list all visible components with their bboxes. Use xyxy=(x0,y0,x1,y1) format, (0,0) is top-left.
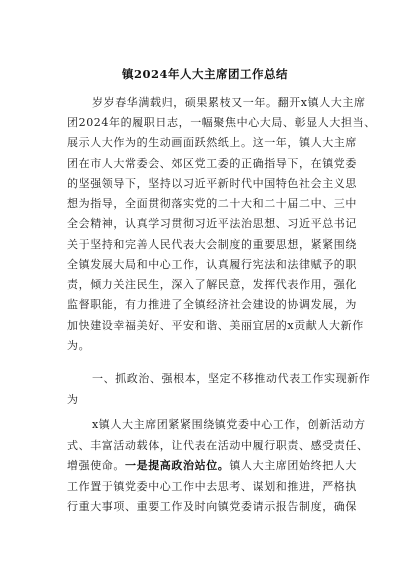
paragraph-2-line-10: 为。 xyxy=(67,339,91,352)
paragraph-3-line-3-start: 增强使命。 xyxy=(67,459,125,472)
paragraph-2-line-6: 全镇发展大局和中心工作，认真履行宪法和法律赋予的职 xyxy=(67,258,357,271)
paragraph-1-line-1: 岁岁春华满载归，硕果累枝又一年。翻开x镇人大主席 xyxy=(92,96,366,109)
paragraph-2-line-5: 关于坚持和完善人民代表大会制度的重要思想，紧紧围绕 xyxy=(67,238,357,251)
paragraph-1-line-2: 团2024年的履职日志，一幅聚焦中心大局、彰显人大担当、 xyxy=(67,116,376,129)
paragraph-3-bold-heading: 一是提高政治站位。 xyxy=(125,459,230,472)
paragraph-3-line-5: 行重大事项、重要工作及时向镇党委请示报告制度，确保 xyxy=(67,500,357,513)
document-title: 镇2024年人大主席团工作总结 xyxy=(121,67,288,81)
paragraph-3-line-1: x镇人大主席团紧紧围绕镇党委中心工作，创新活动方 xyxy=(92,418,366,431)
paragraph-3-line-4: 工作置于镇党委中心工作中去思考、谋划和推进，严格执 xyxy=(67,480,357,493)
paragraph-2-line-9: 加快建设幸福美好、平安和谐、美丽宜居的x贡献人大新作 xyxy=(67,319,364,332)
paragraph-2-line-7: 责，倾力关注民生，深入了解民意，发挥代表作用，强化 xyxy=(67,278,357,291)
paragraph-2-line-1: 团在市人大常委会、郊区党工委的正确指导下，在镇党委 xyxy=(67,157,357,170)
paragraph-2-line-2: 的坚强领导下，坚持以习近平新时代中国特色社会主义思 xyxy=(67,177,357,190)
paragraph-3-line-2: 式、丰富活动载体，让代表在活动中履行职责、感受责任、 xyxy=(67,439,369,452)
paragraph-2-line-4: 全会精神，认真学习贯彻习近平法治思想、习近平总书记 xyxy=(67,217,357,230)
paragraph-2-line-8: 监督职能，有力推进了全镇经济社会建设的协调发展，为 xyxy=(67,298,357,311)
paragraph-3-line-3-end: 镇人大主席团始终把人大 xyxy=(229,459,358,472)
section-heading-line-1: 一、抓政治、强根本，坚定不移推动代表工作实现新作 xyxy=(92,372,371,385)
paragraph-2-line-3: 想为指导，全面贯彻落实党的二十大和二十届二中、三中 xyxy=(67,197,357,210)
section-heading-line-2: 为 xyxy=(67,393,79,406)
paragraph-1-line-3: 展示人大作为的生动画面跃然纸上。这一年，镇人大主席 xyxy=(67,136,357,149)
paragraph-3-line-3 xyxy=(67,459,357,473)
